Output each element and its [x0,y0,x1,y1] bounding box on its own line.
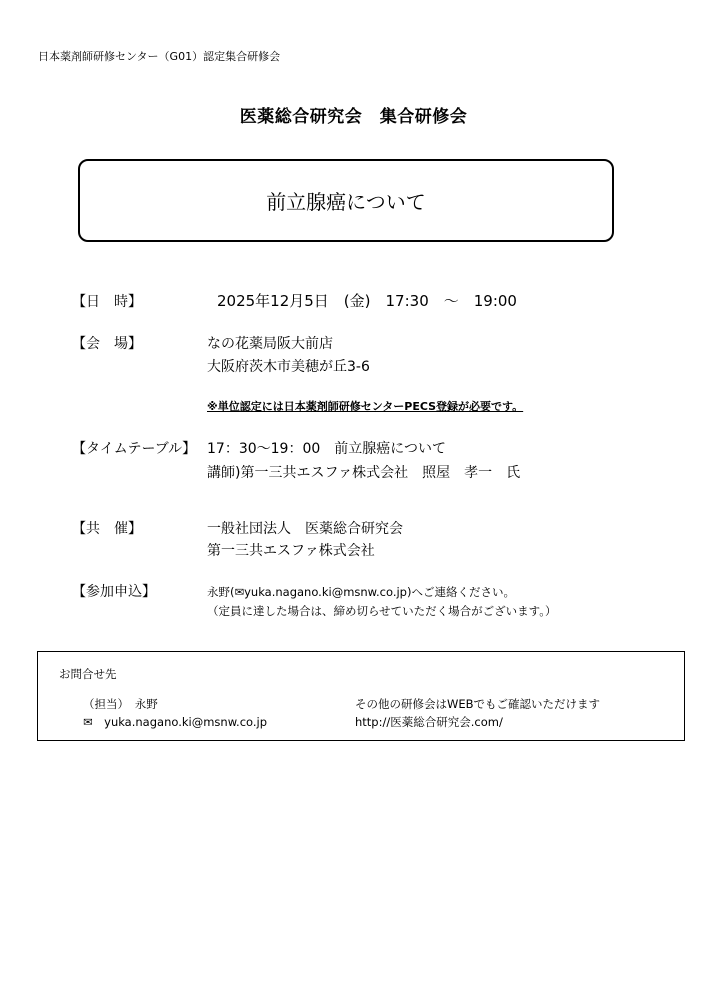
apply-label: 【参加申込】 [72,584,156,600]
venue-address: 大阪府茨木市美穂が丘3-6 [207,359,370,375]
timetable-label: 【タイムテーブル】 [72,441,197,457]
contact-heading: お問合せ先 [59,667,117,681]
web-note: その他の研修会はWEBでもご確認いただけます [355,697,601,711]
cohost-label: 【共 催】 [72,521,142,537]
page-title: 医薬総合研究会 集合研修会 [239,107,468,127]
datetime-label: 【日 時】 [72,294,142,310]
website-url[interactable]: http://医薬総合研究会.com/ [355,715,503,729]
timetable-line1: 17：30～19：00 前立腺癌について [207,441,446,457]
datetime-value: 2025年12月5日 (金) 17:30 ～ 19:00 [217,292,517,310]
apply-line1: 永野(✉yuka.nagano.ki@msnw.co.jp)へご連絡ください。 [207,585,515,599]
contact-email: ✉ yuka.nagano.ki@msnw.co.jp [83,715,267,729]
organizer-line: 日本薬剤師研修センター（G01）認定集合研修会 [38,50,281,63]
contact-box [37,651,685,741]
topic-box [78,159,614,242]
topic-title: 前立腺癌について [266,190,426,214]
timetable-lecturer: 講師)第一三共エスファ株式会社 照屋 孝一 氏 [207,465,521,481]
apply-line2: （定員に達した場合は、締め切らせていただく場合がございます。） [207,604,557,618]
contact-person: （担当） 永野 [83,697,158,711]
pecs-note: ※単位認定には日本薬剤師研修センターPECS登録が必要です。 [207,400,524,413]
venue-label: 【会 場】 [72,336,142,352]
venue-name: なの花薬局阪大前店 [207,336,333,352]
cohost-line1: 一般社団法人 医薬総合研究会 [207,521,403,537]
cohost-line2: 第一三共エスファ株式会社 [207,543,375,559]
